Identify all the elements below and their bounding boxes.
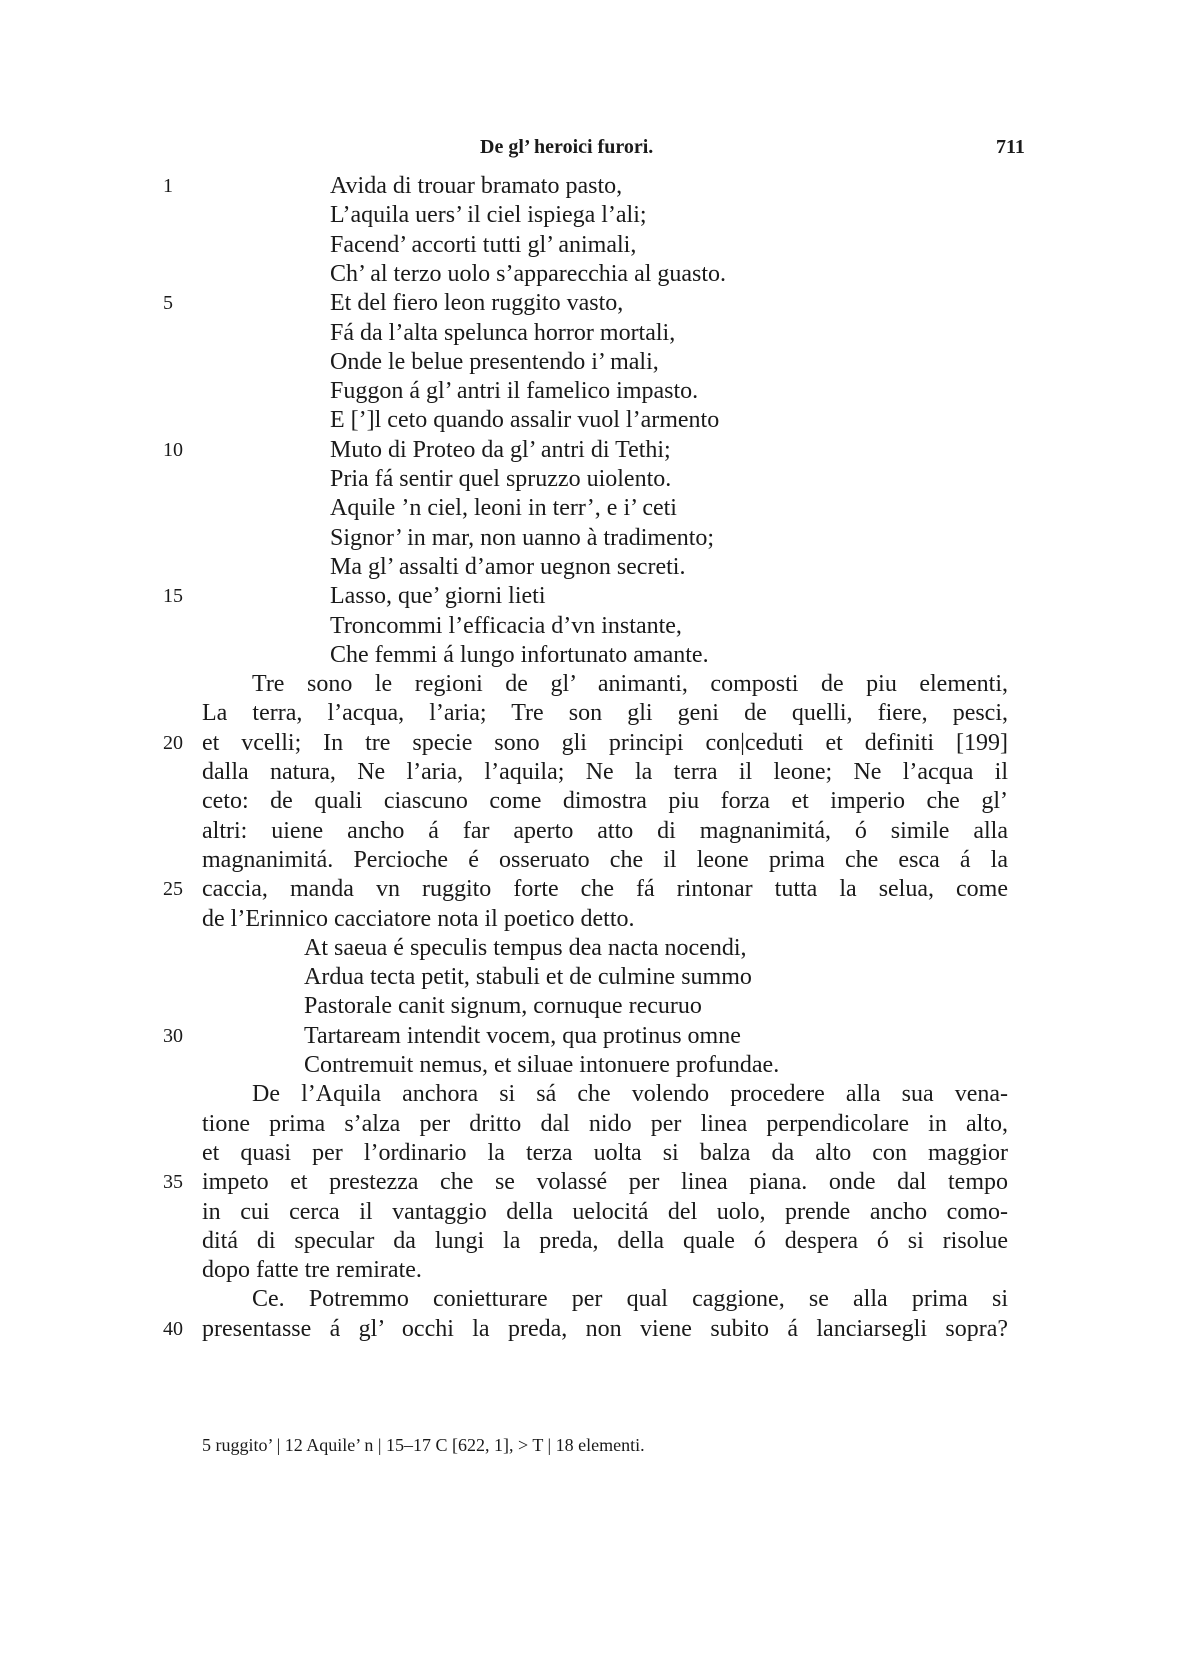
sonnet-line: Lasso, que’ giorni lieti (330, 583, 546, 610)
sonnet-line: Facend’ accorti tutti gl’ animali, (330, 231, 637, 258)
line-number: 5 (163, 292, 173, 315)
sonnet-line: Aquile ’n ciel, leoni in terr’, e i’ ceti (330, 495, 677, 522)
line-number: 30 (163, 1024, 183, 1047)
sonnet-line: Muto di Proteo da gl’ antri di Tethi; (330, 436, 671, 463)
sonnet-line: Fá da l’alta spelunca horror mortali, (330, 319, 676, 346)
line-number: 25 (163, 878, 183, 901)
sonnet-line: Et del fiero leon ruggito vasto, (330, 290, 624, 317)
sonnet-line: Che femmi á lungo infortunato amante. (330, 641, 709, 668)
prose-line: presentasse á gl’ occhi la preda, non viene subito á lanciarsegli sopra? (202, 1315, 1008, 1342)
line-number: 10 (163, 438, 183, 461)
prose-line: de l’Erinnico cacciatore nota il poetico detto. (202, 905, 635, 932)
line-number: 40 (163, 1317, 183, 1340)
prose-line: impeto et prestezza che se volassé per linea piana. onde dal tempo (202, 1169, 1008, 1196)
footnote-apparatus: 5 ruggito’ | 12 Aquile’ n | 15–17 C [622, 1], > T | 18 elementi. (202, 1435, 645, 1455)
sonnet-line: L’aquila uers’ il ciel ispiega l’ali; (330, 202, 647, 229)
sonnet-line: Ma gl’ assalti d’amor uegnon secreti. (330, 553, 686, 580)
prose-line: La terra, l’acqua, l’aria; Tre son gli geni de quelli, fiere, pesci, (202, 700, 1008, 727)
prose-line: ceto: de quali ciascuno come dimostra piu forza et imperio che gl’ (202, 788, 1008, 815)
prose-line: in cui cerca il vantaggio della uelocitá del uolo, prende ancho como- (202, 1198, 1008, 1225)
sonnet-line: E [’]l ceto quando assalir vuol l’armento (330, 407, 720, 434)
sonnet-line: Avida di trouar bramato pasto, (330, 173, 623, 199)
sonnet-line: Troncommi l’efficacia d’vn instante, (330, 612, 682, 639)
sonnet-line: Signor’ in mar, non uanno à tradimento; (330, 524, 715, 551)
line-number: 20 (163, 731, 183, 754)
quotation-line: Pastorale canit signum, cornuque recuruo (304, 993, 702, 1020)
sonnet-line: Fuggon á gl’ antri il famelico impasto. (330, 378, 699, 405)
prose-line: magnanimitá. Percioche é osseruato che il leone prima che esca á la (202, 846, 1008, 873)
prose-line: De l’Aquila anchora si sá che volendo procedere alla sua vena- (252, 1081, 1008, 1108)
prose-line: et quasi per l’ordinario la terza uolta si balza da alto con maggior (202, 1139, 1008, 1166)
prose-line: et vcelli; In tre specie sono gli principi con|ceduti et definiti [199] (202, 729, 1008, 756)
quotation-line: Contremuit nemus, et siluae intonuere profundae. (304, 1052, 780, 1078)
line-number: 15 (163, 585, 183, 608)
prose-line: tione prima s’alza per dritto dal nido per linea perpendicolare in alto, (202, 1110, 1008, 1137)
prose-line: Ce. Potremmo conietturare per qual caggione, se alla prima si (252, 1286, 1008, 1313)
sonnet-line: Ch’ al terzo uolo s’apparecchia al guasto. (330, 260, 727, 287)
running-title: De gl’ heroici furori. (480, 136, 654, 158)
line-number: 35 (163, 1171, 183, 1194)
prose-line: Tre sono le regioni de gl’ animanti, composti de piu elementi, (252, 671, 1008, 698)
prose-line: caccia, manda vn ruggito forte che fá rintonar tutta la selua, come (202, 876, 1008, 903)
prose-line: dopo fatte tre remirate. (202, 1257, 422, 1284)
quotation-line: Ardua tecta petit, stabuli et de culmine summo (304, 964, 752, 991)
prose-line: altri: uiene ancho á far aperto atto di magnanimitá, ó simile alla (202, 817, 1008, 844)
line-number: 1 (163, 175, 173, 197)
sonnet-line: Pria fá sentir quel spruzzo uiolento. (330, 466, 672, 492)
sonnet-line: Onde le belue presentendo i’ mali, (330, 348, 659, 375)
page-number: 711 (996, 136, 1025, 158)
prose-line: ditá di specular da lungi la preda, della quale ó despera ó si risolue (202, 1227, 1008, 1254)
prose-line: dalla natura, Ne l’aria, l’aquila; Ne la terra il leone; Ne l’acqua il (202, 759, 1008, 785)
quotation-line: Tartaream intendit vocem, qua protinus omne (304, 1022, 741, 1049)
quotation-line: At saeua é speculis tempus dea nacta nocendi, (304, 934, 747, 961)
running-header (0, 136, 1179, 166)
